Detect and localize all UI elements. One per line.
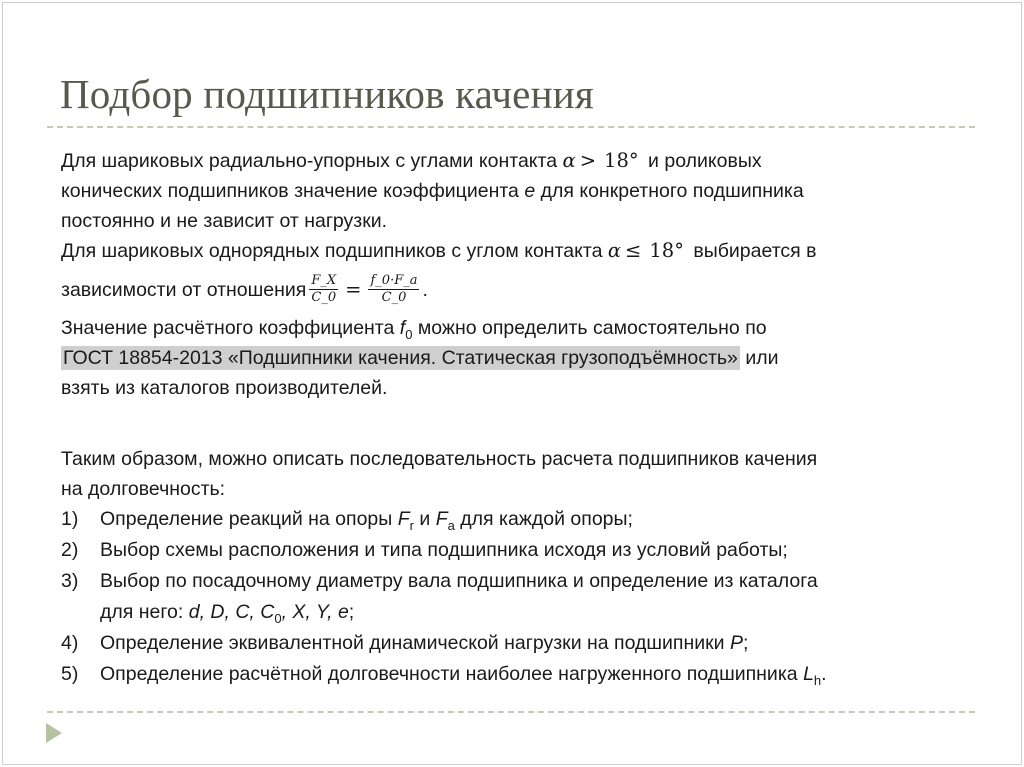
para2-intro-1: Таким образом, можно описать последовательность расчета подшипников качения xyxy=(61,448,818,470)
greater-than-symbol: > xyxy=(579,149,597,172)
subscript: 0 xyxy=(274,610,282,626)
subscript: a xyxy=(447,517,455,533)
list-text xyxy=(100,597,354,628)
list-item xyxy=(61,566,827,597)
text-span: Определение эквивалентной динамической нагрузки на подшипники xyxy=(100,632,730,654)
fraction-fx-c0 xyxy=(309,273,338,306)
subscript: h xyxy=(813,672,822,688)
para1-line-6 xyxy=(61,313,817,343)
list-text xyxy=(100,504,633,535)
para1-line-7 xyxy=(61,343,817,373)
text-span: Для шариковых однорядных подшипников с углом контакта xyxy=(61,240,603,262)
gost-reference-link[interactable]: ГОСТ 18854-2013 «Подшипники качения. Статическая грузоподъёмность» xyxy=(63,347,738,369)
text-span: и роликовых xyxy=(648,150,762,172)
list-item xyxy=(61,659,827,690)
equals-symbol: = xyxy=(345,277,362,301)
coef-e: е xyxy=(524,180,536,202)
paragraph-sequence xyxy=(61,444,827,690)
force-fr: F xyxy=(397,508,410,530)
slide-title: Подбор подшипников качения xyxy=(60,71,594,117)
text-span: для него: xyxy=(100,601,189,623)
text-span: для конкретного подшипника xyxy=(535,180,804,202)
paragraph-intro xyxy=(61,146,817,403)
list-item-continuation xyxy=(61,597,827,628)
list-text: Выбор схемы расположения и типа подшипника исходя из условий работы; xyxy=(100,539,788,561)
para1-line-2 xyxy=(61,176,817,206)
para1-line-1 xyxy=(61,146,817,176)
angle-value: 18° xyxy=(604,149,639,172)
fraction-denominator: C_0 xyxy=(311,290,337,305)
list-number: 1) xyxy=(61,508,79,530)
coef-f0: f xyxy=(399,317,406,339)
text-span: ; xyxy=(348,601,355,623)
text-span: ; xyxy=(743,632,749,654)
list-item xyxy=(61,504,827,535)
para2-intro-2: на долговечность: xyxy=(61,478,226,500)
title-divider xyxy=(47,126,975,128)
fraction-f0fa-c0 xyxy=(368,273,419,306)
para1-line-4 xyxy=(61,236,817,266)
list-number: 2) xyxy=(61,539,79,561)
footer-divider xyxy=(47,711,975,713)
text-span: . xyxy=(422,278,428,301)
bearing-params: , X, Y, e xyxy=(281,601,349,623)
para1-line-3: постоянно и не зависит от нагрузки. xyxy=(61,210,388,232)
subscript: r xyxy=(409,517,414,533)
text-span: Для шариковых радиально-упорных с углами контакта xyxy=(61,150,558,172)
list-item xyxy=(61,628,827,659)
text-span: Определение реакций на опоры xyxy=(100,508,398,530)
text-span: для каждой опоры; xyxy=(454,508,633,530)
life-lh: L xyxy=(803,663,814,685)
force-fa: F xyxy=(435,508,448,530)
list-text xyxy=(100,628,748,659)
fraction-numerator: f_0·F_a xyxy=(370,273,418,288)
load-p: P xyxy=(730,632,744,654)
list-number: 3) xyxy=(61,570,79,592)
alpha-symbol: α xyxy=(607,239,622,262)
fraction-numerator: F_X xyxy=(311,273,337,288)
text-span: Определение расчётной долговечности наиболее нагруженного подшипника xyxy=(100,663,804,685)
alpha-symbol: α xyxy=(562,149,576,172)
fraction-denominator: C_0 xyxy=(381,290,407,305)
list-number: 4) xyxy=(61,632,79,654)
less-equal-symbol: ≤ xyxy=(625,239,642,262)
bearing-params: d, D, C, C xyxy=(188,601,275,623)
text-span: или xyxy=(739,347,779,369)
list-text: Выбор по посадочному диаметру вала подшипника и определение из каталога xyxy=(100,570,818,592)
text-span: выбирается в xyxy=(693,240,817,262)
list-number: 5) xyxy=(61,663,79,685)
text-span: Значение расчётного коэффициента xyxy=(61,317,400,339)
text-span: . xyxy=(821,663,827,685)
triangle-bullet-icon xyxy=(46,723,62,743)
angle-value: 18° xyxy=(649,239,684,262)
subscript: 0 xyxy=(405,326,413,342)
text-span: конических подшипников значение коэффициента xyxy=(61,180,525,202)
text-span: зависимости от отношения xyxy=(61,278,307,301)
text-span: и xyxy=(413,508,436,530)
para1-line-5 xyxy=(61,266,817,313)
list-indent xyxy=(61,597,100,628)
para1-line-8: взять из каталогов производителей. xyxy=(61,377,388,399)
list-item xyxy=(61,535,827,566)
list-text xyxy=(100,659,827,690)
text-span: можно определить самостоятельно по xyxy=(412,317,767,339)
